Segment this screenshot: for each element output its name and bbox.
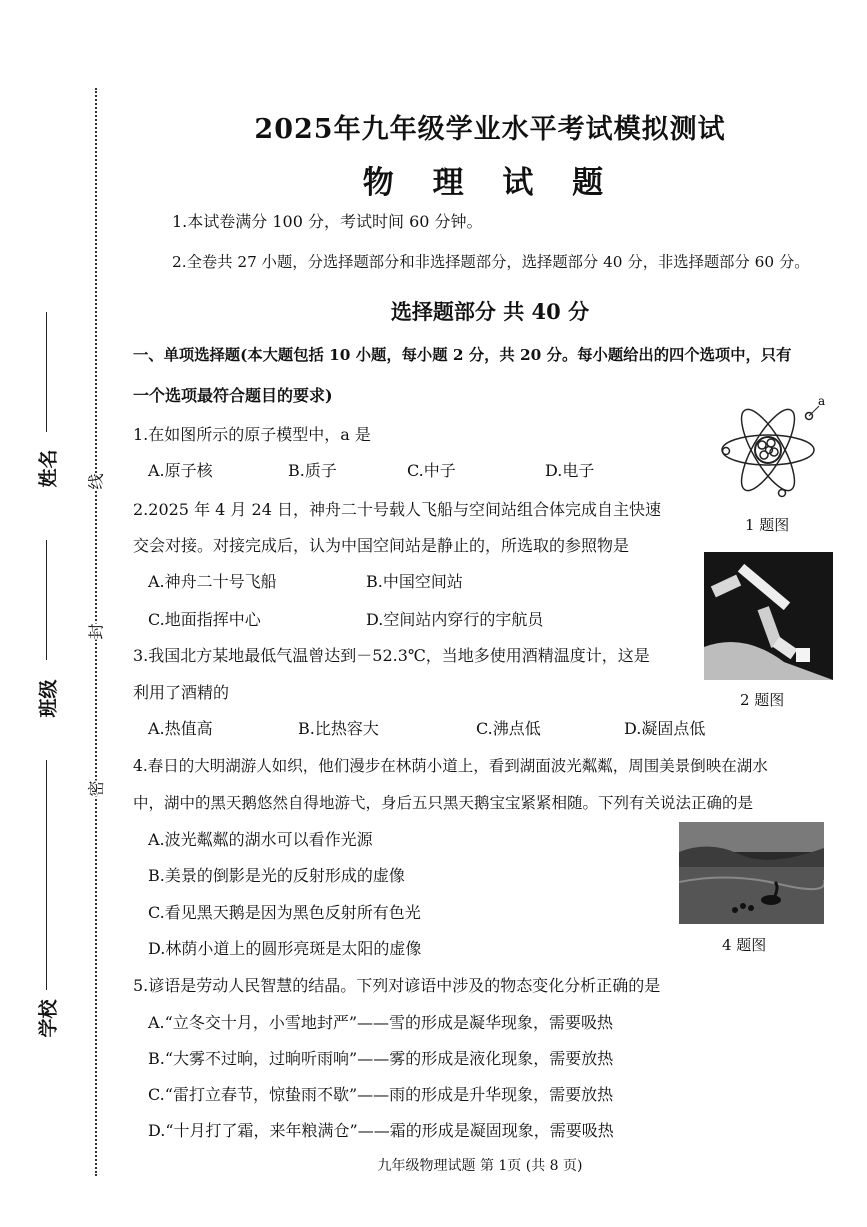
q1-option-c: C.中子 [407,461,456,480]
note-1: 1.本试卷满分 100 分，考试时间 60 分钟。 [172,212,483,231]
q4-option-c: C.看见黑天鹅是因为黑色反射所有色光 [148,903,421,922]
q4-stem-2: 中，湖中的黑天鹅悠然自得地游弋，身后五只黑天鹅宝宝紧紧相随。下列有关说法正确的是 [133,794,754,812]
q4-option-b: B.美景的倒影是光的反射形成的虚像 [148,866,405,885]
q2-option-b: B.中国空间站 [366,572,463,591]
q3-option-a: A.热值高 [148,719,213,738]
black-swan-lake-photo [679,822,824,924]
name-blank-line [46,312,47,432]
exam-title: 2025年九年级学业水平考试模拟测试 [254,114,726,145]
page-footer: 九年级物理试题 第 1页 (共 8 页) [377,1158,583,1174]
q2-caption: 2 题图 [740,691,785,709]
q4-stem-1: 4.春日的大明湖游人如织，他们漫步在林荫小道上，看到湖面波光粼粼，周围美景倒映在湖水 [133,757,768,775]
q3-option-c: C.沸点低 [476,719,541,738]
q1-stem: 1.在如图所示的原子模型中，a 是 [133,425,371,444]
q5-option-b: B.“大雾不过晌，过晌听雨响”——雾的形成是液化现象，需要放热 [148,1049,614,1068]
q4-option-d: D.林荫小道上的圆形亮斑是太阳的虚像 [148,939,422,958]
q5-option-c: C.“雷打立春节，惊蛰雨不歇”——雨的形成是升华现象，需要放热 [148,1085,614,1104]
instruction-line-1: 一、单项选择题(本大题包括 10 小题，每小题 2 分，共 20 分。每小题给出的四个选项中，只有 [133,346,792,364]
q2-option-c: C.地面指挥中心 [148,610,261,629]
section-title: 选择题部分 共 40 分 [390,299,590,324]
q5-option-d: D.“十月打了霜，来年粮满仓”——霜的形成是凝固现象，需要吸热 [148,1121,614,1140]
class-blank-line [46,540,47,660]
q2-option-d: D.空间站内穿行的宇航员 [366,610,544,629]
note-2: 2.全卷共 27 小题，分选择题部分和非选择题部分，选择题部分 40 分，非选择题部分 60 分。 [172,253,810,271]
atom-label-a: a [818,394,826,408]
name-label: 姓名 [37,449,60,488]
q3-option-d: D.凝固点低 [624,719,706,738]
q5-stem: 5.谚语是劳动人民智慧的结晶。下列对谚语中涉及的物态变化分析正确的是 [133,976,661,995]
space-station-photo [704,552,833,680]
q3-stem-2: 利用了酒精的 [133,683,230,702]
q1-option-a: A.原子核 [148,461,213,480]
instruction-line-2: 一个选项最符合题目的要求) [133,386,333,405]
q1-option-b: B.质子 [288,461,337,480]
subject-title: 物 理 试 题 [362,165,618,201]
seal-char-line: 线 [82,473,109,489]
q4-caption: 4 题图 [722,936,767,954]
school-label: 学校 [37,999,60,1038]
seal-char-seal: 封 [82,623,109,639]
atom-model-figure [716,393,831,503]
q1-caption: 1 题图 [745,516,790,534]
q4-option-a: A.波光粼粼的湖水可以看作光源 [148,830,373,849]
class-label: 班级 [37,679,60,718]
seal-char-secret: 密 [82,780,109,796]
q5-option-a: A.“立冬交十月，小雪地封严”——雪的形成是凝华现象，需要吸热 [148,1013,614,1032]
q3-option-b: B.比热容大 [298,719,379,738]
school-blank-line [46,760,47,990]
q1-option-d: D.电子 [545,461,595,480]
q3-stem-1: 3.我国北方某地最低气温曾达到－52.3℃，当地多使用酒精温度计，这是 [133,646,650,665]
q2-stem-1: 2.2025 年 4 月 24 日，神舟二十号载人飞船与空间站组合体完成自主快速 [133,500,661,519]
q2-stem-2: 交会对接。对接完成后，认为中国空间站是静止的，所选取的参照物是 [133,536,630,555]
q2-option-a: A.神舟二十号飞船 [148,572,277,591]
